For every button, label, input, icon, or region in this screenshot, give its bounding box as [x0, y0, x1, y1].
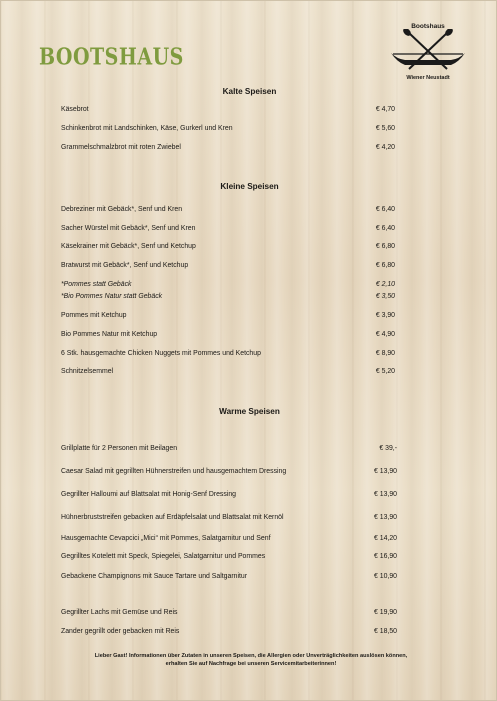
- item-name: Gegrillter Lachs mit Gemüse und Reis: [61, 609, 178, 616]
- item-name: Gebackene Champignons mit Sauce Tartare und Saltgarnitur: [61, 573, 248, 580]
- canoe-paddles-icon: [387, 29, 469, 75]
- item-price: € 13,90: [374, 468, 397, 475]
- menu-row: [61, 535, 397, 547]
- item-name: Schinkenbrot mit Landschinken, Käse, Gurkerl und Kren: [61, 125, 233, 132]
- item-price: € 4,90: [375, 331, 395, 338]
- item-name: Hühnerbruststreifen gebacken auf Erdäpfelsalat und Blattsalat mit Kernöl: [61, 514, 284, 521]
- menu-row: [61, 628, 397, 640]
- item-price: € 4,20: [375, 144, 395, 151]
- menu-row: [61, 573, 397, 585]
- item-price: € 19,90: [374, 609, 397, 616]
- logo-top-text: Bootshaus: [411, 23, 445, 30]
- item-name: Bio Pommes Natur mit Ketchup: [61, 331, 158, 338]
- menu-row: [61, 106, 395, 118]
- menu-row: [61, 144, 395, 156]
- menu-row-option: [61, 293, 395, 305]
- item-price: € 6,80: [375, 243, 395, 250]
- menu-row: [61, 609, 397, 621]
- item-price: € 13,90: [374, 514, 397, 521]
- item-price: € 2,10: [375, 281, 395, 288]
- item-name: Grillplatte für 2 Personen mit Beilagen: [61, 445, 178, 452]
- item-price: € 10,90: [374, 573, 397, 580]
- menu-row: [61, 445, 397, 457]
- brand-title: BOOTSHAUS: [39, 43, 184, 71]
- item-price: € 16,90: [374, 553, 397, 560]
- item-name: Zander gegrillt oder gebacken mit Reis: [61, 628, 180, 635]
- section-title-kleine: Kleine Speisen: [220, 182, 279, 191]
- item-name: Pommes mit Ketchup: [61, 312, 127, 319]
- section-title-warme: Warme Speisen: [219, 407, 280, 416]
- item-price: € 4,70: [375, 106, 395, 113]
- item-price: € 14,20: [374, 535, 397, 542]
- allergen-note-line-1: Lieber Gast! Informationen über Zutaten in unseren Speisen, die Allergien oder Unverträglichkeiten auslösen können,: [94, 653, 408, 659]
- item-name: Käsebrot: [61, 106, 89, 113]
- item-name: *Bio Pommes Natur statt Gebäck: [61, 293, 163, 300]
- menu-row: [61, 331, 395, 343]
- item-name: Grammelschmalzbrot mit roten Zwiebel: [61, 144, 181, 151]
- item-price: € 5,20: [375, 368, 395, 375]
- menu-row-option: [61, 281, 395, 293]
- item-name: Debreziner mit Gebäck*, Senf und Kren: [61, 206, 183, 213]
- menu-row: [61, 514, 397, 526]
- item-name: Sacher Würstel mit Gebäck*, Senf und Kren: [61, 225, 196, 232]
- bootshaus-logo: [387, 11, 469, 89]
- menu-row: [61, 206, 395, 218]
- item-price: € 39,-: [379, 445, 397, 452]
- item-price: € 13,90: [374, 491, 397, 498]
- item-name: Hausgemachte Cevapcici „Mici“ mit Pommes, Salatgarnitur und Senf: [61, 535, 271, 542]
- menu-row: [61, 262, 395, 274]
- menu-row: [61, 312, 395, 324]
- menu-row: [61, 491, 397, 503]
- allergen-note: [41, 652, 461, 668]
- section-title-kalte: Kalte Speisen: [222, 87, 277, 96]
- item-price: € 18,50: [374, 628, 397, 635]
- item-name: Käsekrainer mit Gebäck*, Senf und Ketchup: [61, 243, 196, 250]
- item-name: Gegrilltes Kotelett mit Speck, Spiegelei, Salatgarnitur und Pommes: [61, 553, 266, 560]
- item-name: Caesar Salad mit gegrillten Hühnerstreifen und hausgemachtem Dressing: [61, 468, 287, 475]
- menu-row: [61, 225, 395, 237]
- item-price: € 8,90: [375, 350, 395, 357]
- item-name: Bratwurst mit Gebäck*, Senf und Ketchup: [61, 262, 189, 269]
- item-price: € 6,40: [375, 225, 395, 232]
- menu-row: [61, 243, 395, 255]
- item-name: Gegrillter Halloumi auf Blattsalat mit Honig-Senf Dressing: [61, 491, 237, 498]
- menu-row: [61, 468, 397, 480]
- item-price: € 3,50: [375, 293, 395, 300]
- menu-row: [61, 553, 397, 565]
- menu-row: [61, 350, 395, 362]
- item-name: Schnitzelsemmel: [61, 368, 114, 375]
- logo-bottom-text: Wiener Neustadt: [406, 75, 450, 81]
- item-price: € 5,60: [375, 125, 395, 132]
- item-name: *Pommes statt Gebäck: [61, 281, 132, 288]
- item-price: € 3,90: [375, 312, 395, 319]
- allergen-note-line-2: erhalten Sie auf Nachfrage bei unseren Servicemitarbeiterinnen!: [165, 661, 337, 667]
- item-price: € 6,80: [375, 262, 395, 269]
- item-name: 6 Stk. hausgemachte Chicken Nuggets mit Pommes und Ketchup: [61, 350, 261, 357]
- menu-row: [61, 368, 395, 380]
- menu-row: [61, 125, 395, 137]
- item-price: € 6,40: [375, 206, 395, 213]
